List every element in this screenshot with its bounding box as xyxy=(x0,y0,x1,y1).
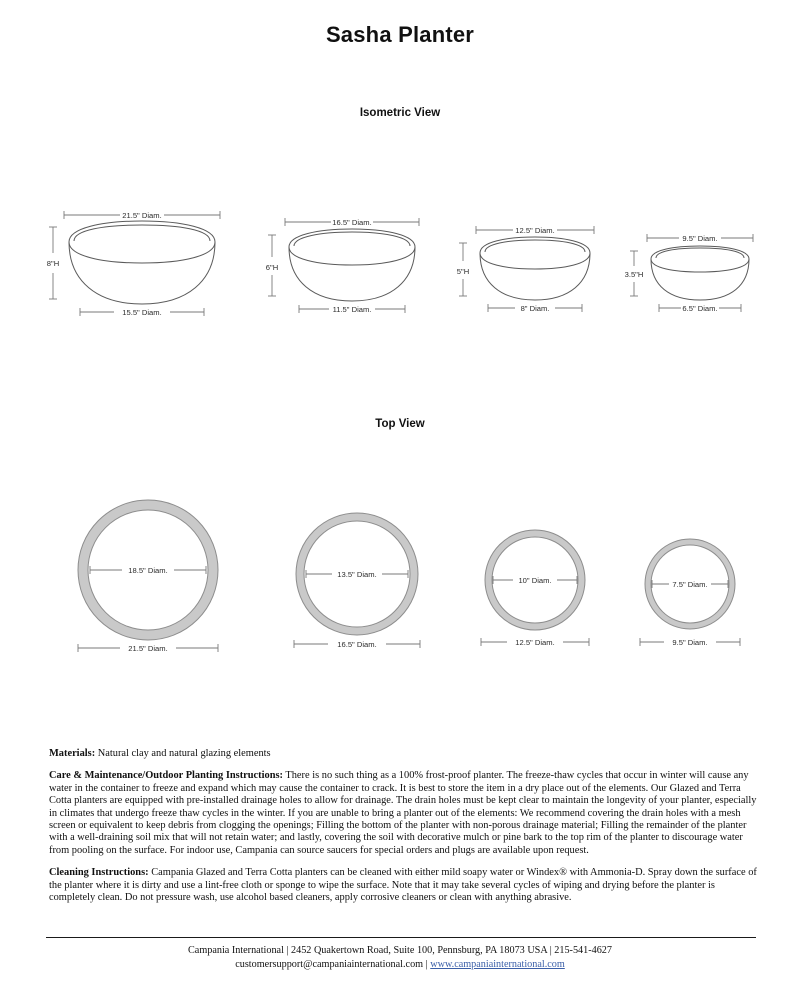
isometric-planter-4 xyxy=(615,195,790,330)
footer-email[interactable]: customersupport@campaniainternational.com xyxy=(235,958,424,970)
top-outer-diam-label-2: 16.5" Diam. xyxy=(337,640,377,649)
iso-top-diam-label-3: 12.5" Diam. xyxy=(515,226,555,235)
iso-height-label-3: 5"H xyxy=(456,267,470,276)
iso-top-diam-label-2: 16.5" Diam. xyxy=(332,218,372,227)
footer-website-link[interactable]: www.campaniainternational.com xyxy=(430,958,565,970)
top-view-heading: Top View xyxy=(375,418,425,430)
cleaning-paragraph xyxy=(49,867,757,904)
top-view-planter-4 xyxy=(622,480,797,655)
footer-separator: | xyxy=(423,958,431,970)
footer-address-line: Campania International | 2452 Quakertown Road, Suite 100, Pennsburg, PA 18073 USA | 215-541-4627 xyxy=(188,945,612,956)
top-inner-diam-label-3: 10" Diam. xyxy=(518,576,552,585)
cleaning-label: Cleaning Instructions: xyxy=(49,867,149,879)
top-view-planter-2 xyxy=(272,480,472,655)
iso-base-diam-label-3: 8" Diam. xyxy=(520,304,550,313)
iso-base-diam-label-4: 6.5" Diam. xyxy=(682,304,718,313)
isometric-planter-1 xyxy=(42,195,257,330)
iso-base-diam-label-1: 15.5" Diam. xyxy=(122,308,162,317)
top-view-planter-3 xyxy=(457,480,642,655)
materials-label: Materials: xyxy=(49,748,96,759)
product-information xyxy=(49,748,757,904)
top-view-planter-1 xyxy=(60,480,275,655)
top-outer-diam-label-4: 9.5" Diam. xyxy=(672,638,708,647)
iso-base-diam-label-2: 11.5" Diam. xyxy=(332,305,372,314)
isometric-planter-3 xyxy=(447,195,622,330)
materials-paragraph xyxy=(49,748,757,760)
top-view-group xyxy=(0,480,800,660)
cleaning-text: Campania Glazed and Terra Cotta planters can be cleaned with either mild soapy water or Windex® with Ammonia-D. Spray down the surface of the planter where it is dirty and use a lint-free cloth or sponge to wipe the surface. Note that it may take several cycles of wiping and drying before the planter is completely clean. Do not pressure wash, use alcohol based cleaners, apply corrosive cleaners or clean with anything abrasive. xyxy=(49,867,757,904)
top-inner-diam-label-4: 7.5" Diam. xyxy=(672,580,708,589)
top-outer-diam-label-3: 12.5" Diam. xyxy=(515,638,555,647)
isometric-planter-2 xyxy=(257,195,447,330)
top-inner-diam-label-1: 18.5" Diam. xyxy=(128,566,168,575)
footer-divider xyxy=(46,937,756,938)
iso-top-diam-label-4: 9.5" Diam. xyxy=(682,234,718,243)
isometric-view-group xyxy=(0,195,800,335)
top-inner-diam-label-2: 13.5" Diam. xyxy=(337,570,377,579)
iso-height-label-1: 8"H xyxy=(46,259,60,268)
page-title: Sasha Planter xyxy=(325,22,475,47)
iso-height-label-4: 3.5"H xyxy=(624,270,644,279)
footer-contact-line xyxy=(0,958,800,972)
iso-height-label-2: 6"H xyxy=(265,263,279,272)
care-paragraph xyxy=(49,770,757,857)
top-outer-diam-label-1: 21.5" Diam. xyxy=(128,644,168,653)
iso-top-diam-label-1: 21.5" Diam. xyxy=(122,211,162,220)
care-label: Care & Maintenance/Outdoor Planting Instructions: xyxy=(49,770,283,782)
isometric-view-heading: Isometric View xyxy=(359,107,441,119)
footer xyxy=(0,944,800,971)
care-text: There is no such thing as a 100% frost-proof planter. The freeze-thaw cycles that occur in winter will cause any water in the container to freeze and expand which may cause the container to crack. It is best to store the item in a dry place out of the elements. Our Glazed and Terra Cotta planters are equipped with pre-installed drainage holes to allow for drainage. The drain holes must be kept clear to maintain the longevity of your planter, especially in climates that undergo freeze thaw cycles in the winter. If you are unable to bring a planter out of the elements: We recommend covering the drain holes with a mesh screen or equivalent to keep debris from clogging the openings; Filling the bottom of the planter with non-porous drainage material; Filling the remainder of the planter with a well-draining soil mix that will not retain water; and lastly, covering the soil with decorative mulch or pine bark to the top rim of the planter to discourage water from pooling on the surface. For indoor use, Campania can source saucers for special orders and plugs are available upon request. xyxy=(49,770,757,856)
materials-text: Natural clay and natural glazing elements xyxy=(95,748,271,759)
